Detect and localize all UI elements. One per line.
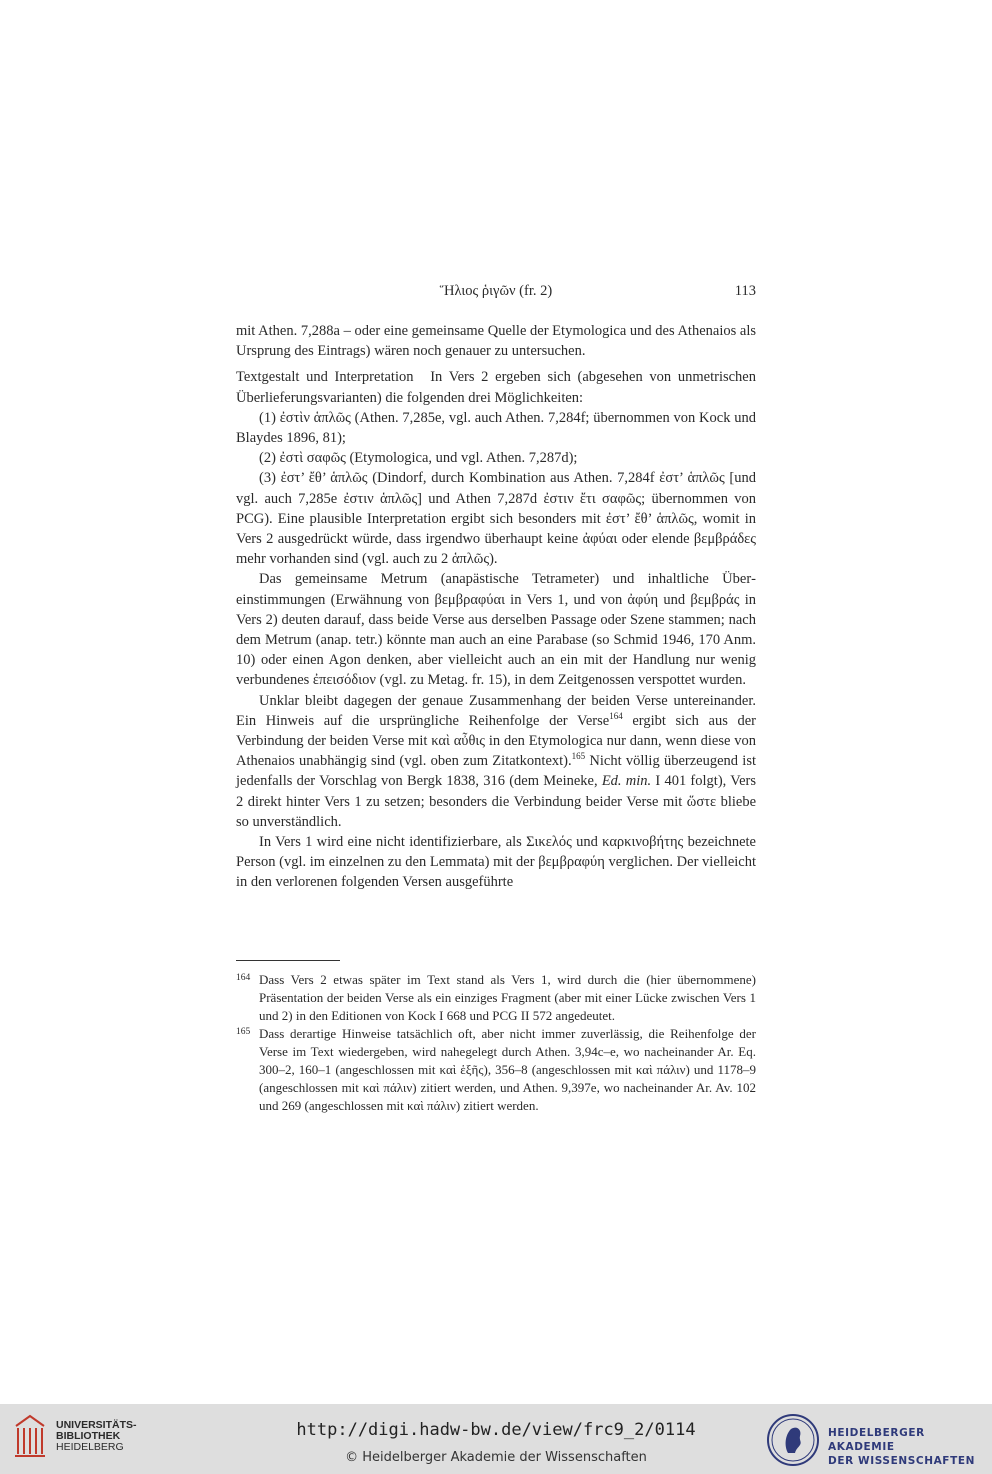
footnote <box>236 971 756 1025</box>
footnote-rule <box>236 960 340 961</box>
footnote-ref: 164 <box>609 710 623 721</box>
paragraph-text: Unklar bleibt dagegen der genaue Zusammenhang der beiden Verse untereinander. Ein Hinweis auf die ursprüngliche Reihenfolge der Verse <box>236 692 756 729</box>
paragraph-text: ergibt sich aus der Verbindung der beiden Verse mit καὶ αὖθις in den Etymologica nur dann, wenn diese von Athenaios unabhängig sind (vgl. oben zum Zitatkontext). <box>236 712 757 770</box>
academy-seal-icon[interactable] <box>766 1413 820 1467</box>
academy-name-line: HEIDELBERGER AKADEMIE <box>828 1427 925 1453</box>
paragraph: (3) ἐστ’ ἔθ’ ἁπλῶς (Dindorf, durch Kombination aus Athen. 7,284f ἐστ’ ἁπλῶς [und vgl. auch 7,285e ἐστιν ἁπλῶς] und Athen 7,287d ἐστιν ἔτι σαφῶς; übernommen von PCG). Eine plausible Interpretation ergibt sich besonders mit ἐστ’ ἔθ’ ἁπλῶς, womit in Vers 2 ausgedrückt würde, dass irgendwo überhaupt keine ἀφύαι oder elende βεμβράδες mehr vorhanden sind (vgl. auch zu 2 ἁπλῶς). <box>236 470 756 568</box>
footnote-ref: 165 <box>571 751 586 762</box>
italic-text: Ed. min. <box>601 773 652 790</box>
footnote-text: Dass derartige Hinweise tatsächlich oft, aber nicht immer zuverlässig, die Reihenfolge der Verse im Text wiedergeben, wird nahegelegt durch Athen. 3,94c–e, wo nacheinander Ar. Eq. 300–2, 160–1 (angeschlossen mit καὶ ἑξῆς), 356–8 (angeschlossen mit καὶ πάλιν) und 1178–9 (angeschlossen mit καὶ πάλιν) zitiert werden, und Athen. 9,397e, wo nacheinander Ar. Av. 102 und 269 (angeschlossen mit καὶ πάλιν) zitiert werden. <box>259 1026 756 1113</box>
copyright-notice: © Heidelberger Akademie der Wissenschaften <box>345 1450 647 1465</box>
paragraph: In Vers 1 wird eine nicht identifizierbare, als Σικελός und καρκινοβήτης bezeichnete Person (vgl. im einzelnen zu den Lemmata) mit der βεμβραφύη verglichen. Der vielleicht in den verlorenen folgenden Versen ausgeführte <box>236 834 756 891</box>
footnote-number: 165 <box>236 1027 251 1037</box>
paragraph: mit Athen. 7,288a – oder eine gemeinsame Quelle der Etymologica und des Athenaios als Ursprung des Eintrags) wären noch genauer zu untersuchen. <box>236 323 756 360</box>
section-heading: Textgestalt und Interpretation <box>236 369 414 386</box>
ub-name-line: UNIVERSITÄTS- <box>56 1419 137 1431</box>
main-text <box>236 321 756 893</box>
paragraph-text: I 401 folgt), Vers 2 direkt hinter Vers 1 zu setzen; besonders die Verbindung beider Verse mit ὥστε bliebe so unverständlich. <box>236 773 757 830</box>
ub-name-line: HEIDELBERG <box>56 1441 124 1453</box>
running-title: Ἥλιος ῥιγῶν (fr. 2) <box>439 283 553 299</box>
footer-bar <box>0 1404 992 1474</box>
footnote-number: 164 <box>236 973 251 983</box>
ub-name-line: BIBLIOTHEK <box>56 1430 121 1442</box>
footnote <box>236 1025 756 1115</box>
page-number: 113 <box>734 283 756 299</box>
footnotes <box>236 971 756 1115</box>
footnote-text: Dass Vers 2 etwas später im Text stand als Vers 1, wird durch die (hier übernommene) Präsentation der beiden Verse als ein einziges Fragment (aber mit einer Lücke zwischen Vers 1 und 2) in den Editionen von Kock I 668 und PCG II 572 angedeutet. <box>259 972 756 1023</box>
paragraph <box>236 367 756 407</box>
page-header <box>236 283 756 303</box>
paragraph-text: In Vers 2 ergeben sich (abgesehen von unmetrischen Überlieferungsvarianten) die folgenden drei Möglichkeiten: <box>236 369 756 406</box>
permalink-url[interactable]: http://digi.hadw-bw.de/view/frc9_2/0114 <box>296 1420 696 1440</box>
paragraph: (1) ἐστὶν ἁπλῶς (Athen. 7,285e, vgl. auch Athen. 7,284f; übernommen von Kock und Blaydes 1896, 81); <box>236 409 756 447</box>
paragraph: (2) ἐστὶ σαφῶς (Etymologica, und vgl. Athen. 7,287d); <box>259 450 578 467</box>
paragraph <box>236 691 756 832</box>
paragraph-text: Nicht völlig überzeugend ist jedenfalls der Vorschlag von Bergk 1838, 316 (dem Meineke, <box>236 753 756 790</box>
paragraph: Das gemeinsame Metrum (anapästische Tetrameter) und inhaltliche Übereinstimmungen (Erwähnung von βεμβραφύαι in Vers 1, und von ἀφύη und βεμβράς in Vers 2) deuten darauf, dass beide Verse aus derselben Passage oder Szene stammen; nach dem Metrum (anap. tetr.) könnte man auch an eine Parabase (so Schmid 1946, 170 Anm. 10) oder einen Agon denken, aber vielleicht auch an ein mit der Handlung nur wenig verbundenes ἐπεισόδιον (vgl. zu Metag. fr. 15), in dem Zeitgenossen verspottet wurden. <box>236 571 756 689</box>
academy-name-line: DER WISSENSCHAFTEN <box>828 1455 976 1467</box>
academy-name[interactable] <box>828 1426 992 1468</box>
